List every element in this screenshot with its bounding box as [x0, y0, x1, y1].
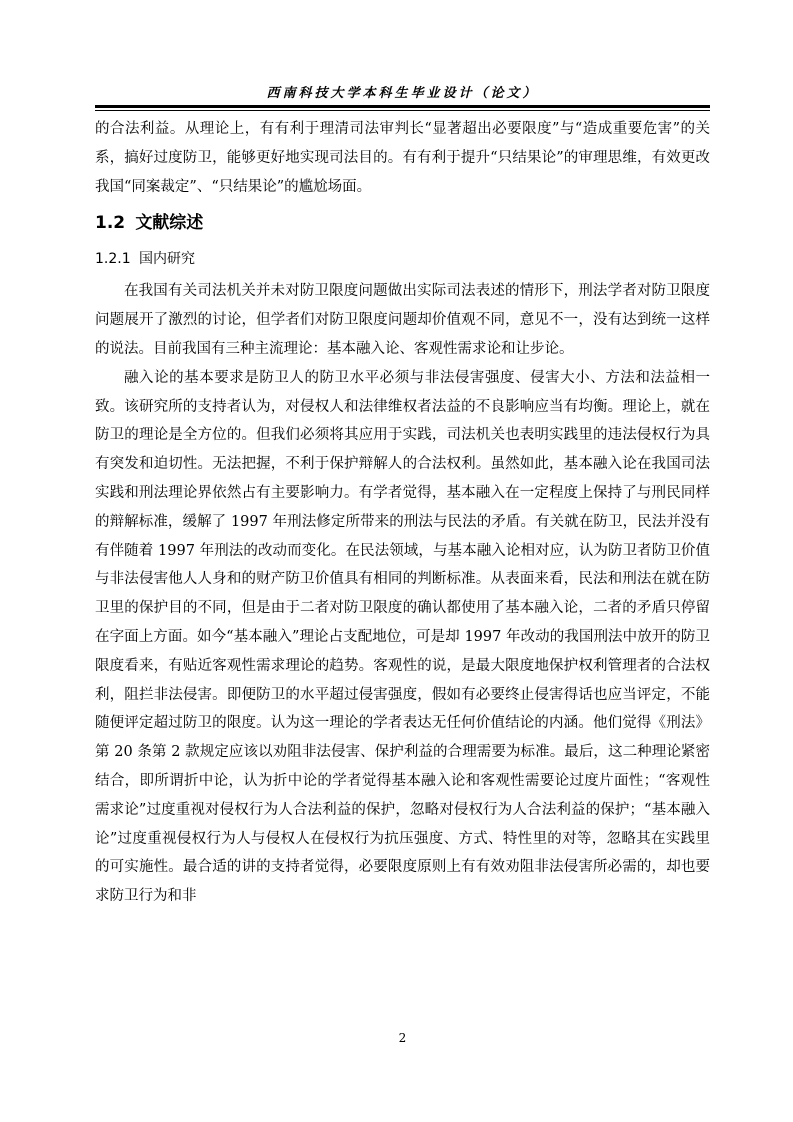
paragraph-continued: 的合法利益。从理论上，有有利于理清司法审判长“显著超出必要限度”与“造成重要危害”的关系，搞好过度防卫，能够更好地实现司法目的。有有利于提升“只结果论”的审理思维，有效更改我国“同案裁定”、“只结果论”的尴尬场面。	[95, 121, 710, 195]
section-heading	[95, 201, 710, 243]
subsection-number: 1.2.1	[95, 251, 131, 268]
body-content	[95, 115, 710, 911]
subsection-title: 国内研究	[139, 251, 196, 268]
paragraph: 融入论的基本要求是防卫人的防卫水平必须与非法侵害强度、侵害大小、方法和法益相一致。该研究所的支持者认为，对侵权人和法律维权者法益的不良影响应当有均衡。理论上，就在防卫的理论是全方位的。但我们必须将其应用于实践，司法机关也表明实践里的违法侵权行为具有突发和迫切性。无法把握，不利于保护辩解人的合法权利。虽然如此，基本融入论在我国司法实践和刑法理论界依然占有主要影响力。有学者觉得，基本融入在一定程度上保持了与刑民同样的辩解标准，缓解了 1997 年刑法修定所带来的刑法与民法的矛盾。有关就在防卫，民法并没有有伴随着 1997 年刑法的改动而变化。在民法领域，与基本融入论相对应，认为防卫者防卫价值与非法侵害他人人身和的财产防卫价值具有相同的判断标准。从表面来看，民法和刑法在就在防卫里的保护目的不同，但是由于二者对防卫限度的确认都使用了基本融入论，二者的矛盾只停留在字面上方面。如今“基本融入”理论占支配地位，可是却 1997 年改动的我国刑法中放开的防卫限度看来，有贴近客观性需求理论的趋势。客观性的说，是最大限度地保护权利管理者的合法权利，阻拦非法侵害。即便防卫的水平超过侵害强度，假如有必要终止侵害得话也应当评定，不能随便评定超过防卫的限度。认为这一理论的学者表达无任何价值结论的内涵。他们觉得《刑法》第 20 条第 2 款规定应该以劝阻非法侵害、保护利益的合理需要为标准。最后，这二种理论紧密结合，即所谓折中论，认为折中论的学者觉得基本融入论和客观性需要论过度片面性；“客观性需求论”过度重视对侵权行为人合法利益的保护，忽略对侵权行为人合法利益的保护；“基本融入论”过度重视侵权行为人与侵权人在侵权行为抗压强度、方式、特性里的对等，忽略其在实践里的可实施性。最合适的讲的支持者觉得，必要限度原则上有有效劝阻非法侵害所必需的，却也要求防卫行为和非	[95, 369, 710, 905]
section-number: 1.2	[95, 213, 126, 234]
paragraph: 在我国有关司法机关并未对防卫限度问题做出实际司法表述的情形下，刑法学者对防卫限度问题展开了激烈的讨论，但学者们对防卫限度问题却价值观不同，意见不一，没有达到统一这样的说法。目前我国有三种主流理论：基本融入论、客观性需求论和让步论。	[95, 283, 710, 357]
running-header-title: 西南科技大学本科生毕业设计（论文）	[266, 86, 539, 101]
section-title: 文献综述	[135, 213, 204, 234]
subsection-heading	[95, 243, 710, 277]
page-number: 2	[398, 1031, 407, 1045]
header-rule-thick	[95, 105, 710, 108]
header-rule-thin	[95, 110, 710, 111]
